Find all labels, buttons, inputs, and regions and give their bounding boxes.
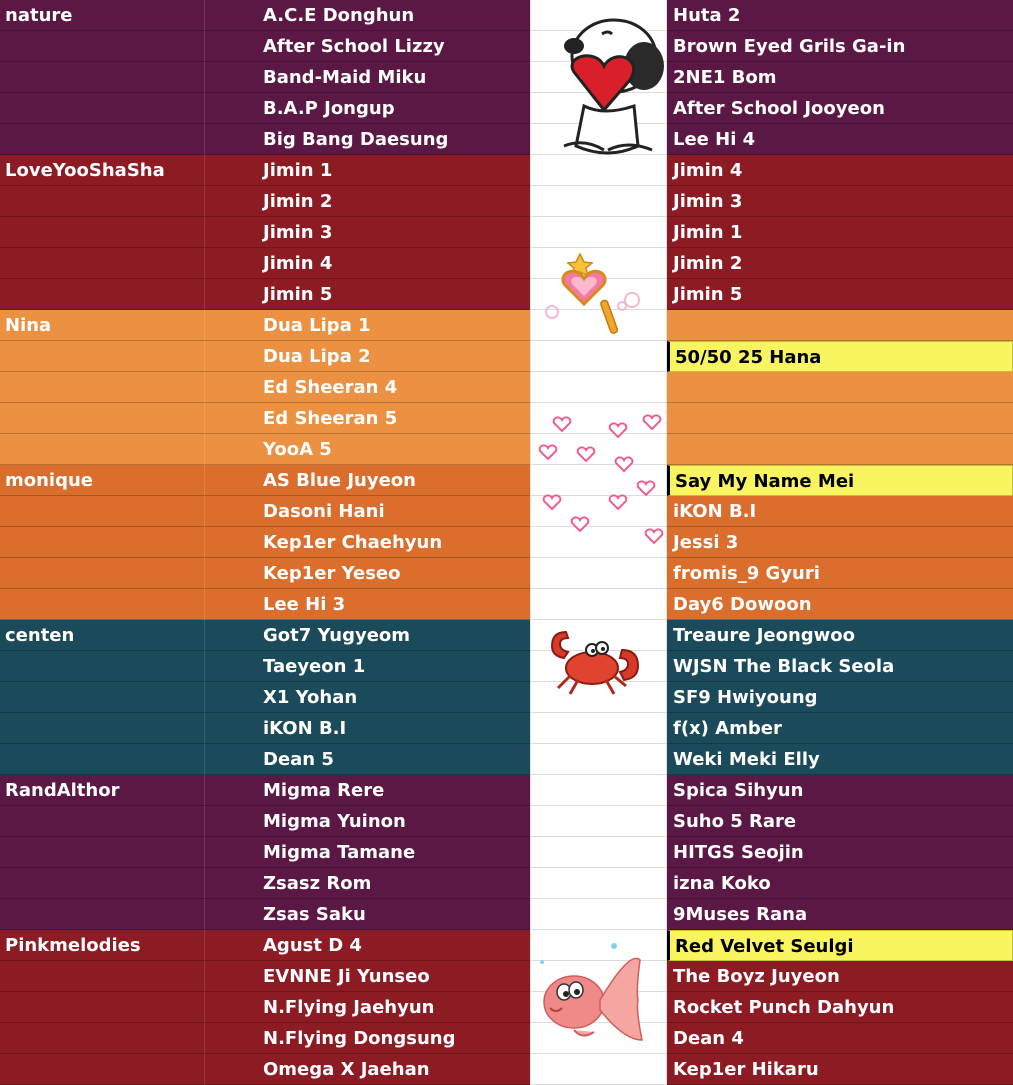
left-pick-cell[interactable]: Taeyeon 1 (258, 651, 530, 682)
empty-cell[interactable] (205, 403, 258, 434)
empty-cell[interactable] (205, 868, 258, 899)
group-name-cell[interactable]: LoveYooShaSha (0, 155, 205, 186)
right-pick-cell[interactable]: 2NE1 Bom (667, 62, 1013, 93)
highlighted-right-pick-cell[interactable]: Say My Name Mei (667, 465, 1013, 496)
left-pick-cell[interactable]: Kep1er Chaehyun (258, 527, 530, 558)
empty-cell[interactable] (0, 651, 205, 682)
crab-sticker (546, 622, 642, 698)
left-pick-cell[interactable]: Kep1er Yeseo (258, 558, 530, 589)
left-pick-cell[interactable]: Zsasz Rom (258, 868, 530, 899)
right-pick-cell[interactable]: Spica Sihyun (667, 775, 1013, 806)
right-pick-cell[interactable]: f(x) Amber (667, 713, 1013, 744)
left-pick-cell[interactable]: B.A.P Jongup (258, 93, 530, 124)
empty-cell[interactable] (0, 1023, 205, 1054)
divider-cell[interactable] (530, 806, 667, 837)
empty-cell[interactable] (0, 372, 205, 403)
highlighted-right-pick-cell[interactable]: 50/50 25 Hana (667, 341, 1013, 372)
empty-cell[interactable] (205, 248, 258, 279)
empty-cell[interactable] (0, 744, 205, 775)
empty-cell[interactable] (0, 558, 205, 589)
divider-cell[interactable] (530, 1054, 667, 1085)
empty-cell[interactable] (205, 899, 258, 930)
empty-cell[interactable] (205, 558, 258, 589)
right-pick-cell[interactable]: Jessi 3 (667, 527, 1013, 558)
empty-cell[interactable] (205, 589, 258, 620)
empty-cell[interactable] (205, 279, 258, 310)
group-name-cell[interactable]: Pinkmelodies (0, 930, 205, 961)
left-pick-cell[interactable]: Jimin 1 (258, 155, 530, 186)
empty-cell[interactable] (0, 837, 205, 868)
left-pick-cell[interactable]: X1 Yohan (258, 682, 530, 713)
left-pick-cell[interactable]: Omega X Jaehan (258, 1054, 530, 1085)
empty-cell[interactable] (205, 620, 258, 651)
right-pick-cell[interactable]: The Boyz Juyeon (667, 961, 1013, 992)
right-pick-cell[interactable]: Kep1er Hikaru (667, 1054, 1013, 1085)
empty-cell[interactable] (205, 155, 258, 186)
empty-cell[interactable] (205, 1023, 258, 1054)
empty-cell[interactable] (205, 651, 258, 682)
left-pick-cell[interactable]: Jimin 4 (258, 248, 530, 279)
empty-cell[interactable] (205, 930, 258, 961)
divider-cell[interactable] (530, 186, 667, 217)
floating-hearts-sticker (534, 406, 664, 546)
empty-cell[interactable] (205, 682, 258, 713)
empty-cell[interactable] (0, 93, 205, 124)
empty-cell[interactable] (0, 682, 205, 713)
right-pick-cell[interactable]: SF9 Hwiyoung (667, 682, 1013, 713)
right-pick-cell[interactable] (667, 403, 1013, 434)
right-pick-cell[interactable]: Jimin 2 (667, 248, 1013, 279)
group-name-cell[interactable]: monique (0, 465, 205, 496)
left-pick-cell[interactable]: Jimin 2 (258, 186, 530, 217)
empty-cell[interactable] (205, 775, 258, 806)
divider-cell[interactable] (530, 744, 667, 775)
empty-cell[interactable] (0, 403, 205, 434)
empty-cell[interactable] (0, 279, 205, 310)
left-pick-cell[interactable]: Agust D 4 (258, 930, 530, 961)
magic-wand-sticker (544, 248, 644, 340)
right-pick-cell[interactable]: HITGS Seojin (667, 837, 1013, 868)
empty-cell[interactable] (0, 217, 205, 248)
empty-cell[interactable] (205, 0, 258, 31)
empty-cell[interactable] (0, 806, 205, 837)
right-pick-cell[interactable] (667, 372, 1013, 403)
snoopy-heart-sticker (544, 6, 670, 160)
right-pick-cell[interactable]: Brown Eyed Grils Ga-in (667, 31, 1013, 62)
divider-cell[interactable] (530, 217, 667, 248)
left-pick-cell[interactable]: EVNNE Ji Yunseo (258, 961, 530, 992)
left-pick-cell[interactable]: Zsas Saku (258, 899, 530, 930)
empty-cell[interactable] (0, 496, 205, 527)
right-pick-cell[interactable]: Day6 Dowoon (667, 589, 1013, 620)
left-pick-cell[interactable]: iKON B.I (258, 713, 530, 744)
empty-cell[interactable] (205, 310, 258, 341)
right-pick-cell[interactable]: fromis_9 Gyuri (667, 558, 1013, 589)
divider-cell[interactable] (530, 775, 667, 806)
divider-cell[interactable] (530, 899, 667, 930)
left-pick-cell[interactable]: After School Lizzy (258, 31, 530, 62)
empty-cell[interactable] (205, 992, 258, 1023)
left-pick-cell[interactable]: Ed Sheeran 4 (258, 372, 530, 403)
empty-cell[interactable] (0, 434, 205, 465)
empty-cell[interactable] (205, 713, 258, 744)
right-pick-cell[interactable]: Jimin 3 (667, 186, 1013, 217)
empty-cell[interactable] (0, 1054, 205, 1085)
divider-cell[interactable] (530, 713, 667, 744)
divider-cell[interactable] (530, 341, 667, 372)
empty-cell[interactable] (0, 527, 205, 558)
group-name-cell[interactable]: Nina (0, 310, 205, 341)
right-pick-cell[interactable] (667, 434, 1013, 465)
empty-cell[interactable] (205, 434, 258, 465)
empty-cell[interactable] (0, 899, 205, 930)
left-pick-cell[interactable]: N.Flying Jaehyun (258, 992, 530, 1023)
left-pick-cell[interactable]: Migma Yuinon (258, 806, 530, 837)
empty-cell[interactable] (0, 961, 205, 992)
left-pick-cell[interactable]: YooA 5 (258, 434, 530, 465)
empty-cell[interactable] (205, 217, 258, 248)
left-pick-cell[interactable]: Jimin 5 (258, 279, 530, 310)
empty-cell[interactable] (205, 62, 258, 93)
empty-cell[interactable] (205, 527, 258, 558)
empty-cell[interactable] (0, 868, 205, 899)
left-pick-cell[interactable]: Dua Lipa 1 (258, 310, 530, 341)
empty-cell[interactable] (0, 124, 205, 155)
divider-cell[interactable] (530, 589, 667, 620)
empty-cell[interactable] (205, 961, 258, 992)
left-pick-cell[interactable]: Migma Rere (258, 775, 530, 806)
divider-cell[interactable] (530, 372, 667, 403)
left-pick-cell[interactable]: A.C.E Donghun (258, 0, 530, 31)
left-pick-cell[interactable]: N.Flying Dongsung (258, 1023, 530, 1054)
left-pick-cell[interactable]: Migma Tamane (258, 837, 530, 868)
empty-cell[interactable] (205, 341, 258, 372)
right-pick-cell[interactable]: Suho 5 Rare (667, 806, 1013, 837)
left-pick-cell[interactable]: Band-Maid Miku (258, 62, 530, 93)
left-pick-cell[interactable]: Dean 5 (258, 744, 530, 775)
left-pick-cell[interactable]: Dua Lipa 2 (258, 341, 530, 372)
empty-cell[interactable] (205, 1054, 258, 1085)
left-pick-cell[interactable]: Ed Sheeran 5 (258, 403, 530, 434)
left-pick-cell[interactable]: Lee Hi 3 (258, 589, 530, 620)
empty-cell[interactable] (205, 806, 258, 837)
right-pick-cell[interactable]: Dean 4 (667, 1023, 1013, 1054)
highlighted-right-pick-cell[interactable]: Red Velvet Seulgi (667, 930, 1013, 961)
empty-cell[interactable] (205, 372, 258, 403)
empty-cell[interactable] (205, 31, 258, 62)
right-pick-cell[interactable]: Jimin 1 (667, 217, 1013, 248)
right-pick-cell[interactable]: izna Koko (667, 868, 1013, 899)
group-name-cell[interactable]: nature (0, 0, 205, 31)
left-pick-cell[interactable]: Dasoni Hani (258, 496, 530, 527)
divider-cell[interactable] (530, 837, 667, 868)
empty-cell[interactable] (205, 465, 258, 496)
right-pick-cell[interactable]: Huta 2 (667, 0, 1013, 31)
right-pick-cell[interactable]: Jimin 4 (667, 155, 1013, 186)
right-pick-cell[interactable]: Lee Hi 4 (667, 124, 1013, 155)
right-pick-cell[interactable]: 9Muses Rana (667, 899, 1013, 930)
empty-cell[interactable] (205, 124, 258, 155)
left-pick-cell[interactable]: AS Blue Juyeon (258, 465, 530, 496)
right-pick-cell[interactable]: Rocket Punch Dahyun (667, 992, 1013, 1023)
divider-cell[interactable] (530, 558, 667, 589)
right-pick-cell[interactable]: iKON B.I (667, 496, 1013, 527)
right-pick-cell[interactable]: Weki Meki Elly (667, 744, 1013, 775)
empty-cell[interactable] (0, 589, 205, 620)
left-pick-cell[interactable]: Jimin 3 (258, 217, 530, 248)
right-pick-cell[interactable]: WJSN The Black Seola (667, 651, 1013, 682)
group-name-cell[interactable]: centen (0, 620, 205, 651)
empty-cell[interactable] (0, 62, 205, 93)
empty-cell[interactable] (0, 992, 205, 1023)
left-pick-cell[interactable]: Big Bang Daesung (258, 124, 530, 155)
empty-cell[interactable] (205, 837, 258, 868)
right-pick-cell[interactable]: Treaure Jeongwoo (667, 620, 1013, 651)
empty-cell[interactable] (0, 248, 205, 279)
right-pick-cell[interactable]: After School Jooyeon (667, 93, 1013, 124)
empty-cell[interactable] (0, 186, 205, 217)
right-pick-cell[interactable]: Jimin 5 (667, 279, 1013, 310)
goldfish-sticker (530, 940, 646, 1048)
empty-cell[interactable] (0, 31, 205, 62)
empty-cell[interactable] (0, 713, 205, 744)
group-name-cell[interactable]: RandAlthor (0, 775, 205, 806)
left-pick-cell[interactable]: Got7 Yugyeom (258, 620, 530, 651)
right-pick-cell[interactable] (667, 310, 1013, 341)
empty-cell[interactable] (205, 496, 258, 527)
empty-cell[interactable] (205, 93, 258, 124)
empty-cell[interactable] (0, 341, 205, 372)
empty-cell[interactable] (205, 186, 258, 217)
divider-cell[interactable] (530, 868, 667, 899)
empty-cell[interactable] (205, 744, 258, 775)
